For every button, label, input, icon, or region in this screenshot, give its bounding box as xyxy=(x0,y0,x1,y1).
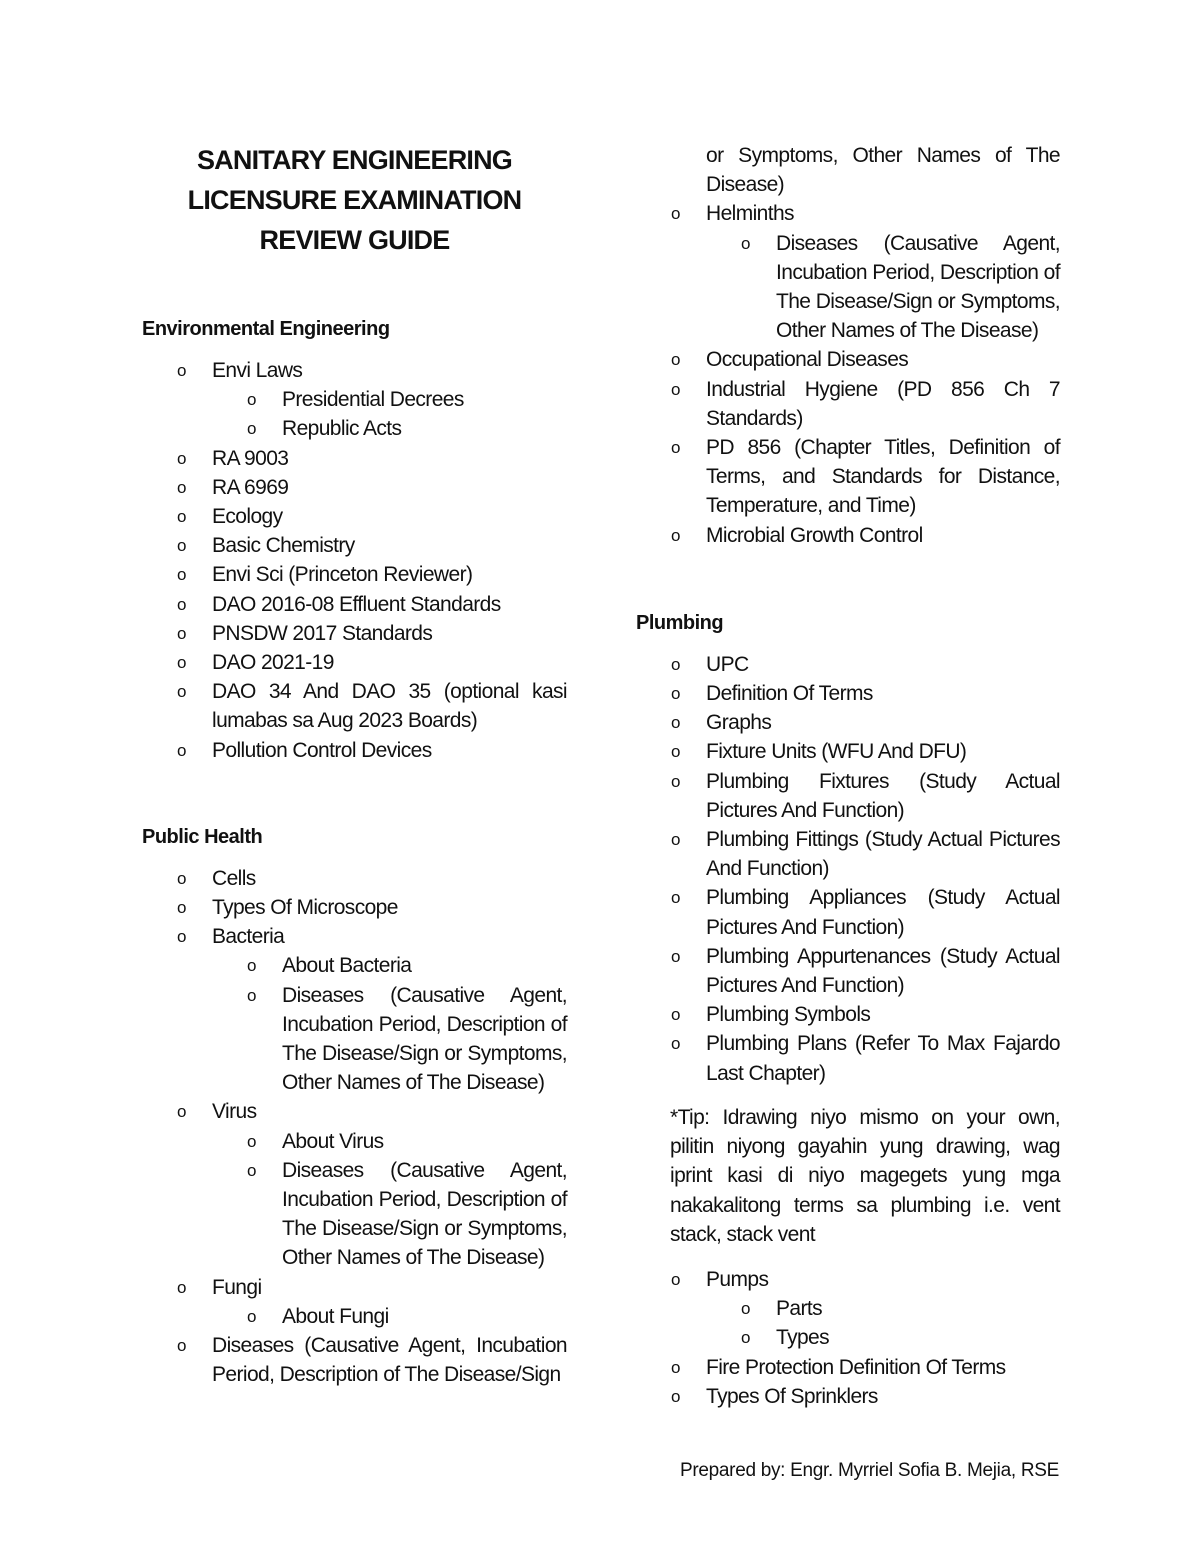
list-item-text: Definition Of Terms xyxy=(706,682,873,706)
list-item-text: Plumbing Appurtenances (Study Actual Pictures And Function) xyxy=(706,944,1060,998)
bullet-icon: o xyxy=(247,1131,257,1151)
bullet-icon: o xyxy=(177,565,187,585)
list-item-text: Graphs xyxy=(706,711,772,735)
list-item-text: Helminths xyxy=(706,202,794,226)
list-item xyxy=(636,433,1060,521)
list-item xyxy=(142,893,567,922)
list-item xyxy=(636,825,1060,883)
sub-list-item-text: Diseases (Causative Agent, Incubation Period, Description of The Disease/Sign or Symptoms, Other Names of The Disease) xyxy=(776,231,1060,343)
list-item xyxy=(636,521,1060,550)
list-item xyxy=(636,883,1060,941)
list-item-text: Pollution Control Devices xyxy=(212,738,432,762)
list-item-text: Microbial Growth Control xyxy=(706,523,923,547)
bullet-icon: o xyxy=(177,448,187,468)
bullet-icon: o xyxy=(671,946,681,966)
bullet-icon: o xyxy=(247,1306,257,1326)
bullet-icon: o xyxy=(671,830,681,850)
list-item xyxy=(636,767,1060,825)
list-item xyxy=(142,677,567,735)
list-item xyxy=(142,444,567,473)
list-item xyxy=(636,942,1060,1000)
bullet-icon: o xyxy=(177,927,187,947)
list-item-text: Plumbing Fittings (Study Actual Pictures And Function) xyxy=(706,828,1060,881)
bullet-icon: o xyxy=(671,888,681,908)
bullet-icon: o xyxy=(177,1277,187,1297)
list-item xyxy=(636,679,1060,708)
bullet-icon: o xyxy=(671,438,681,458)
list-item xyxy=(636,1353,1060,1382)
sub-list-item xyxy=(212,951,567,980)
bullet-icon: o xyxy=(177,740,187,760)
bullet-icon: o xyxy=(177,682,187,702)
bullet-icon: o xyxy=(177,507,187,527)
bullet-icon: o xyxy=(671,1005,681,1025)
bullet-icon: o xyxy=(177,868,187,888)
sub-list-item xyxy=(212,414,567,443)
sub-list-item-text: About Virus xyxy=(282,1129,384,1153)
bullet-icon: o xyxy=(671,350,681,370)
list-item xyxy=(142,502,567,531)
list-item-text: Types Of Sprinklers xyxy=(706,1384,878,1408)
section-heading-plumbing: Plumbing xyxy=(636,611,724,634)
bullet-icon: o xyxy=(671,379,681,399)
title-line: REVIEW GUIDE xyxy=(259,225,450,255)
list-item xyxy=(142,619,567,648)
bullet-icon: o xyxy=(741,233,751,253)
sub-list-item xyxy=(706,1294,1060,1323)
list-item-text: Fungi xyxy=(212,1275,262,1299)
bullet-icon: o xyxy=(671,525,681,545)
right-column xyxy=(636,141,1060,1411)
list-item xyxy=(142,864,567,893)
bullet-icon: o xyxy=(177,477,187,497)
plumbing-list-2 xyxy=(636,1265,1060,1411)
sub-list-item-text: Types xyxy=(776,1326,830,1350)
list-item xyxy=(636,199,1060,345)
sub-list-item xyxy=(706,1323,1060,1352)
list-item xyxy=(142,1331,567,1389)
bullet-icon: o xyxy=(177,898,187,918)
list-item-text: Pumps xyxy=(706,1267,769,1291)
sub-list xyxy=(706,1294,1060,1352)
list-item-text: or Symptoms, Other Names of The Disease) xyxy=(706,144,1060,197)
bullet-icon: o xyxy=(671,684,681,704)
bullet-icon: o xyxy=(671,742,681,762)
bullet-icon: o xyxy=(177,1336,187,1356)
bullet-icon: o xyxy=(177,361,187,380)
bullet-icon: o xyxy=(741,1299,751,1319)
bullet-icon: o xyxy=(247,985,257,1005)
list-item xyxy=(142,922,567,1097)
bullet-icon: o xyxy=(247,1160,257,1180)
list-item xyxy=(142,473,567,502)
list-item xyxy=(142,1273,567,1331)
bullet-icon: o xyxy=(741,1328,751,1348)
list-item xyxy=(142,531,567,560)
health-list-continued xyxy=(636,141,1060,550)
bullet-icon: o xyxy=(671,654,681,674)
list-item-text: UPC xyxy=(706,652,749,676)
sub-list-item xyxy=(212,385,567,414)
list-item xyxy=(636,1382,1060,1411)
sub-list-item-text: Presidential Decrees xyxy=(282,388,464,412)
list-item-text: Ecology xyxy=(212,505,283,529)
sub-list-item xyxy=(212,1156,567,1273)
list-item-text: Industrial Hygiene (PD 856 Ch 7 Standards) xyxy=(706,377,1060,430)
sub-list-item-text: Parts xyxy=(776,1297,823,1321)
list-item xyxy=(142,560,567,589)
bullet-icon: o xyxy=(177,623,187,643)
bullet-icon: o xyxy=(247,419,257,439)
plumbing-tip: *Tip: Idrawing niyo mismo on your own, pilitin niyong gayahin yung drawing, wag iprint kasi di niyo magegets yung mga nakakalitong terms sa plumbing i.e. vent stack, stack vent xyxy=(670,1105,1060,1246)
sub-list xyxy=(212,1302,567,1331)
bullet-icon: o xyxy=(177,594,187,614)
list-item-text: Cells xyxy=(212,866,256,890)
sub-list-item xyxy=(706,229,1060,346)
bullet-icon: o xyxy=(177,653,187,673)
section-heading-environmental-engineering: Environmental Engineering xyxy=(142,318,390,340)
bullet-icon: o xyxy=(247,390,257,410)
list-item xyxy=(142,590,567,619)
list-item-text: Occupational Diseases xyxy=(706,348,909,372)
bullet-icon: o xyxy=(671,1357,681,1377)
list-item-text: Virus xyxy=(212,1100,257,1124)
list-item xyxy=(636,1000,1060,1029)
sub-list-item-text: Diseases (Causative Agent, Incubation Period, Description of The Disease/Sign or Symptoms, Other Names of The Disease) xyxy=(282,983,567,1095)
sub-list-item-text: About Bacteria xyxy=(282,954,412,978)
prepared-by-footer: Prepared by: Engr. Myrriel Sofia B. Mejia, RSE xyxy=(679,1460,1059,1481)
sub-list xyxy=(212,385,567,443)
list-item-text: DAO 34 And DAO 35 (optional kasi lumabas sa Aug 2023 Boards) xyxy=(212,680,567,733)
list-item xyxy=(636,650,1060,679)
list-item xyxy=(636,345,1060,374)
list-item-text: DAO 2021-19 xyxy=(212,651,334,675)
list-item xyxy=(636,708,1060,737)
list-item-text: Fire Protection Definition Of Terms xyxy=(706,1355,1006,1379)
bullet-icon: o xyxy=(671,1034,681,1054)
bullet-icon: o xyxy=(671,1386,681,1406)
title-line: SANITARY ENGINEERING xyxy=(196,145,513,175)
list-item xyxy=(636,375,1060,433)
list-item-text: Plumbing Appliances (Study Actual Pictures And Function) xyxy=(706,886,1060,939)
bullet-icon: o xyxy=(177,1102,187,1122)
list-item xyxy=(636,1265,1060,1353)
sub-list xyxy=(706,229,1060,346)
list-item-text: Plumbing Fixtures (Study Actual Pictures And Function) xyxy=(706,769,1060,822)
list-item-text: Envi Laws xyxy=(212,359,303,382)
list-item-text: Basic Chemistry xyxy=(212,534,355,558)
bullet-icon: o xyxy=(177,536,187,556)
sub-list-item-text: Republic Acts xyxy=(282,417,402,441)
list-item-text: PNSDW 2017 Standards xyxy=(212,621,433,645)
sub-list-item xyxy=(212,1302,567,1331)
title-line: LICENSURE EXAMINATION xyxy=(187,185,522,215)
bullet-icon: o xyxy=(671,771,681,791)
list-item-text: Plumbing Plans (Refer To Max Fajardo Last Chapter) xyxy=(706,1032,1060,1085)
bullet-icon: o xyxy=(671,204,681,224)
list-item xyxy=(142,736,567,765)
left-column xyxy=(142,140,567,1390)
document-title xyxy=(142,140,567,260)
list-item-text: Bacteria xyxy=(212,925,285,949)
list-item xyxy=(636,141,1060,199)
bullet-icon: o xyxy=(247,956,257,976)
sub-list-item-text: About Fungi xyxy=(282,1304,389,1328)
sub-list xyxy=(212,1127,567,1273)
list-item-text: Diseases (Causative Agent, Incubation Period, Description of The Disease/Sign xyxy=(212,1334,567,1387)
list-item xyxy=(142,648,567,677)
list-item-text: Fixture Units (WFU And DFU) xyxy=(706,740,967,764)
list-item-text: Plumbing Symbols xyxy=(706,1003,871,1027)
bullet-icon: o xyxy=(671,1269,681,1289)
sub-list-item xyxy=(212,1127,567,1156)
list-item xyxy=(636,1029,1060,1087)
list-item-text: RA 9003 xyxy=(212,446,289,470)
list-item-text: RA 6969 xyxy=(212,475,289,499)
health-list xyxy=(142,864,567,1390)
env-list xyxy=(142,356,567,765)
list-item xyxy=(142,356,567,444)
list-item-text: DAO 2016-08 Effluent Standards xyxy=(212,592,501,616)
sub-list xyxy=(212,951,567,1097)
section-heading-public-health: Public Health xyxy=(142,825,263,848)
bullet-icon: o xyxy=(671,713,681,733)
sub-list-item-text: Diseases (Causative Agent, Incubation Period, Description of The Disease/Sign or Symptoms, Other Names of The Disease) xyxy=(282,1158,567,1270)
list-item-text: Types Of Microscope xyxy=(212,896,398,920)
list-item-text: Envi Sci (Princeton Reviewer) xyxy=(212,563,473,587)
list-item xyxy=(636,737,1060,766)
plumbing-list xyxy=(636,650,1060,1088)
list-item-text: PD 856 (Chapter Titles, Definition of Terms, and Standards for Distance, Temperature, and Time) xyxy=(706,436,1060,518)
sub-list-item xyxy=(212,981,567,1098)
list-item xyxy=(142,1097,567,1272)
